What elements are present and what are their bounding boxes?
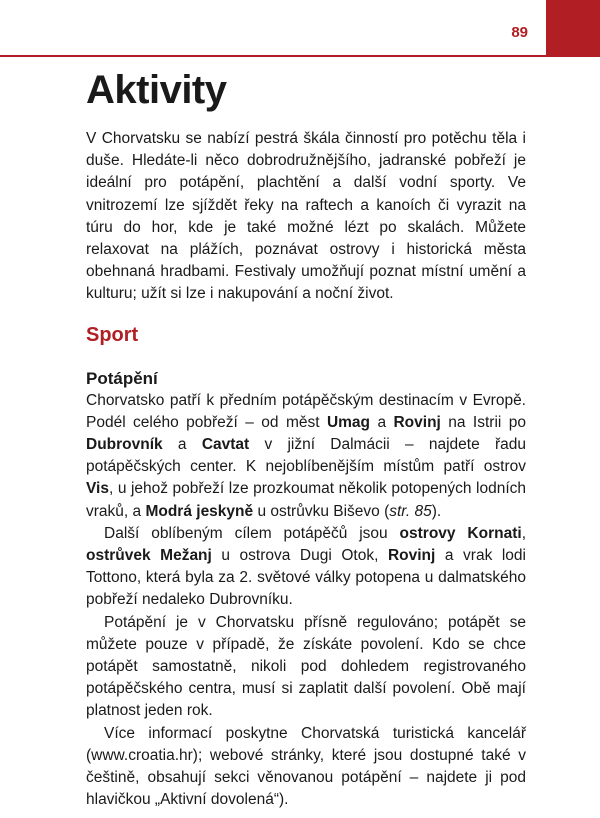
page-content	[86, 68, 526, 811]
subsection-heading: Potápění	[86, 368, 158, 388]
paragraph-2: Další oblíbeným cílem potápěčů jsou ostrovy Kornati, ostrůvek Mežanj u ostrova Dugi Otok, Rovinj a vrak lodi Tottono, která byla za 2. světové války potopena u dalmatského pobřeží nedaleko Dubrovníku.	[86, 524, 526, 609]
header-rule	[0, 55, 546, 57]
intro-paragraph: V Chorvatsku se nabízí pestrá škála činností pro potěchu těla i duše. Hledáte-li něco dobrodružnějšího, jadranské pobřeží je ideální pro potápění, plachtění a další vodní sporty. Ve vnitrozemí lze sjíždět řeky na raftech a kanoích či vyrazit na túru do hor, kde je také možné lézt po skalách. Můžete relaxovat na plážích, poznávat ostrovy i historická města obehnaná hradbami. Festivaly umožňují poznat místní umění a kulturu; užít si lze i nakupování a noční život.	[86, 130, 526, 303]
paragraph-4: Více informací poskytne Chorvatská turistická kancelář (www.croatia.hr); webové stránky, které jsou dostupné také v češtině, obsahují sekci věnovanou potápění – najdete ji pod hlavičkou „Aktivní dovolená“).	[86, 724, 526, 809]
page-number: 89	[511, 24, 528, 41]
page-title: Aktivity	[86, 68, 227, 112]
paragraph-3: Potápění je v Chorvatsku přísně regulováno; potápět se můžete pouze v případě, že získáte povolení. Kdo se chce potápět samostatně, nikoli pod dohledem registrovaného potápěčského centra, musí si zaplatit další povolení. Obě mají platnost jeden rok.	[86, 613, 526, 720]
section-heading: Sport	[86, 323, 139, 346]
page-tab	[546, 0, 600, 57]
paragraph-1: Chorvatsko patří k předním potápěčským destinacím v Evropě. Podél celého pobřeží – od měst Umag a Rovinj na Istrii po Dubrovník a Cavtat v jižní Dalmácii – najdete řadu potápěčských center. K nejoblíbenějším místům patří ostrov Vis, u jehož pobřeží lze prozkoumat několik potopených lodních vraků, a Modrá jeskyně u ostrůvku Biševo (str. 85).	[86, 391, 527, 520]
